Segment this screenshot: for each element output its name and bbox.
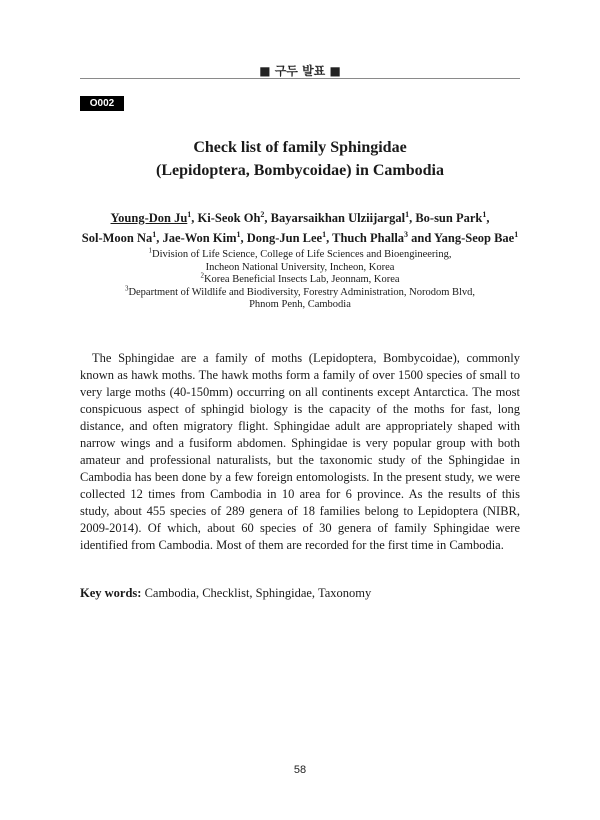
author-affiliation-mark: 1	[236, 229, 241, 239]
affiliation-list	[60, 246, 540, 312]
author-affiliation-mark: 2	[260, 209, 265, 219]
keywords	[80, 585, 520, 602]
author-separator: ,	[240, 231, 247, 245]
author-affiliation-mark: 1	[322, 229, 327, 239]
affiliation-number: 2	[200, 271, 204, 280]
author-line-1	[60, 208, 540, 228]
keywords-label: Key words:	[80, 586, 142, 600]
affiliation-1	[60, 246, 540, 262]
title-line-2: (Lepidoptera, Bombycoidae) in Cambodia	[155, 162, 444, 179]
author-name: Young-Don Ju	[110, 211, 188, 225]
abstract-body: The Sphingidae are a family of moths (Lepidoptera, Bombycoidae), commonly known as hawk moths. The hawk moths form a family of over 1500 species of small to very large moths (40-150mm) occurring on all continents except Antarctica. The most conspicuous aspect of sphingid biology is the capacity of the moths for fast, long distance, and often migratory flight. Sphingidae adult are appropriately shaped with narrow wings and a fusiform abdomen. Sphingidae is very popular group with both amateur and professional naturalists, but the taxonomic study of the Sphingidae in Cambodia has been done by a few foreign entomologists. In the present study, we were collected 12 times from Cambodia in 10 area for 6 province. As the results of this study, about 455 species of 289 genera of 18 families belong to Lepidoptera (NIBR, 2009-2014). Of which, about 60 species of 30 genera of family Sphingidae were identified from Cambodia. Most of them are recorded for the first time in Cambodia.	[80, 351, 520, 552]
author-affiliation-mark: 3	[404, 229, 409, 239]
author-separator: ,	[326, 231, 333, 245]
affiliation-3-continued: Phnom Penh, Cambodia	[249, 299, 351, 310]
author-name: Yang-Seop Bae	[434, 231, 515, 245]
author-separator: ,	[156, 231, 163, 245]
author-affiliation-mark: 1	[152, 229, 157, 239]
author-affiliation-mark: 1	[514, 229, 519, 239]
affiliation-number: 3	[124, 284, 129, 292]
affiliation-3	[60, 284, 540, 300]
abstract-id-badge: O002	[80, 96, 124, 111]
author-name: Ki-Seok Oh	[197, 211, 261, 225]
author-separator: ,	[486, 211, 490, 225]
header-divider	[80, 78, 520, 79]
title-line-1: Check list of family Sphingidae	[193, 139, 407, 156]
affiliation-number: 1	[148, 246, 153, 255]
page-number: 58	[293, 764, 307, 776]
keywords-text: Cambodia, Checklist, Sphingidae, Taxonomy	[141, 586, 372, 600]
author-name: Jae-Won Kim	[162, 231, 237, 245]
author-name: Bo-sun Park	[415, 211, 483, 225]
paper-title	[60, 136, 540, 182]
author-affiliation-mark: 1	[187, 209, 192, 219]
affiliation-text: Korea Beneficial Insects Lab, Jeonnam, Korea	[203, 274, 400, 285]
author-separator: ,	[409, 211, 416, 225]
affiliation-text: Department of Wildlife and Biodiversity, Forestry Administration, Norodom Blvd,	[128, 286, 476, 298]
author-separator: and	[408, 231, 434, 245]
author-separator: ,	[191, 211, 198, 225]
author-name: Sol-Moon Na	[81, 231, 153, 245]
author-affiliation-mark: 1	[482, 209, 487, 219]
author-list	[60, 208, 540, 248]
affiliation-1-continued: Incheon National University, Incheon, Korea	[205, 261, 395, 273]
author-line-2	[60, 228, 540, 248]
author-name: Thuch Phalla	[332, 231, 405, 245]
affiliation-2	[60, 271, 540, 287]
author-affiliation-mark: 1	[405, 209, 410, 219]
author-separator: ,	[264, 211, 271, 225]
section-header: ■ 구두 발표 ■	[259, 64, 341, 78]
affiliation-text: Division of Life Science, College of Life Sciences and Bioengineering,	[152, 249, 452, 260]
author-name: Dong-Jun Lee	[246, 231, 323, 245]
author-name: Bayarsaikhan Ulziijargal	[270, 211, 406, 225]
